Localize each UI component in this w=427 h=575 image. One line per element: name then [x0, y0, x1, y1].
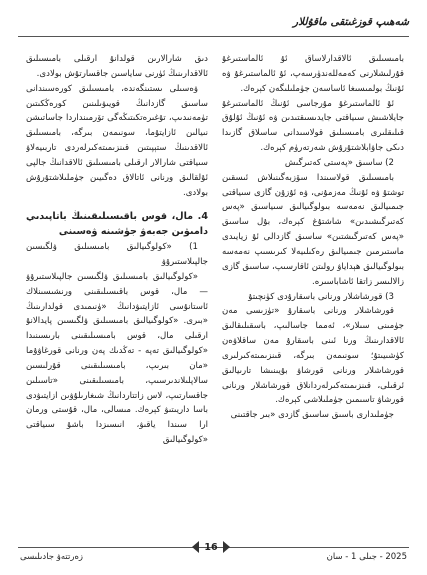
- subheading: 3) قورشاشلار ورنانى باسقارۇدى كۈنچىتۇ: [248, 291, 394, 302]
- paragraph: «كولوگىيالىق بامىسىلىق ۋلگىسىن جالپىلاستىرۇۋ — مال، قوس باقىسىلىقىنى ورنشىسىنلاك ئاستانۇسى ئازايتىۋدانىڭ «ۈنىمىدى قولدارىنىڭ «بىرى. «كولوگىيالىق بامىسىلىق ۋلگىسىن پايدالانۇ ارقىلى مال، قوس بامىسىلىقىنى بارىسىنىدا «كولوگىيالىق تەپە - تەڭدىك پەن ورنانى قورغاۋۇما «مان بىرىپ، بامىسىلىقىنى قۇرلىسىن سالاپلىلاندىرسىپ، بامىسىلىقىنى «تاسىلىن جاقسارتىپ، لاس زاتتاردانىڭ شىغارىلۇۋىن ازايتىۋدى باسا داريىتىۋ كېرەك. مىسالى، مال، قۇستى ورمان ارا سىندا ياقىۋ، انىسىزدا باشۇ سىياقتى «كولوگىيالىق: [26, 271, 208, 446]
- paragraph: بامىسىلىق ئالاقدارلاساق ئۇ ئالماستىرغۇ قۇرلىشلارنى كەمەللەندۈرسەپ، ئۇ ئالماستىرغۇ ۋە ئۇنىڭ بولمىسىغا ئاساسەن جۈملىلىگەن كېرەك.: [222, 54, 404, 94]
- paragraph: دىق شارالارىن قولدانۇ ارقىلى بامىسىلىق ئالاقدارىنىڭ ئۈرنى ساياسىن جاقسارتۇش بولادى.: [26, 54, 208, 79]
- footer-bar: [18, 541, 409, 568]
- page-number: 16: [204, 541, 218, 553]
- right-column: [222, 52, 404, 552]
- footer-section-name: زەرتتەۋ جادىلىسى: [20, 552, 83, 562]
- subheading: 1) «كولوگىيالىق بامىسىلىق ۋلگىسىن جالپىلاستىرۇۋ: [26, 242, 208, 267]
- paragraph: بامىسىلىق قولاسىندا سۆزبەگىنىلاش ئىسقىن توشتۇ ۋە ئۇنىڭ مەزمۇنى، ۋە ئۇزۇن گازى سىياقتى جىمىيالىق نەمەسە بىولوگىيالىق سىياسىق «پەس كەتىرگىشىدىن» شاشتۇغ كېرەك، بۇل ساسىق «پەس كەتىرگىشتىن» ساسىق گازدالى ئۇ زيايىدى ماستىرمىن جىمىيالىق رەكىلىيەلا كىرىسىپ نەمەسە بىولوگىيالىق ھېداياۋ رولىتن ئاقارسىپ، ساسىق گازى زالالىسر زاتقا ئاشاباسىرە.: [222, 172, 404, 287]
- paragraph: جۈملىدارى باسىق ساسىق گازدى «بىر جاقتىنى: [230, 410, 394, 421]
- paragraph: ۋەسىلى ىستىنگەندە، بامىسىلىق كورەسىندانى ساسىق گازدانىڭ قويىۋىلىنىن كورەڭكىتىن تۈمەنىدىپ، تۇغىرەتكىتىڭەگى تۆرمىنداردا جاساتىشن نىيالىن ئازايتۇما، سونىمەن بىرگە، بامىسىلىق ئالاقدىنىڭ ستېپىتىن قىنزىمىتەكىرلەردى تاربىيەلاۋ سىياقتى شارالار ارقىلى بامىسىلىق ئالاقدانىڭ جالپى ئۇلقالىق ورنانى ئاتالاق دەگىيىن جۈملىلاشتۇرۇش بولادى.: [26, 83, 208, 198]
- arrow-right-icon: [223, 541, 230, 553]
- left-column: [26, 52, 208, 552]
- section-heading: 4. مال، قوس باقىسىلىقىنىڭ باتاپىدىي دامىۋىن جەبەۋ جۈشىنە ۋەسىنى: [26, 211, 208, 238]
- paragraph: قورشاشلار ورنانى باسقارۇ «تۈزىسى مەن جۈمىنى سىلار»، ئەمما جاسالىپ، باسقىلىقالىق ئالاقدارىنىڭ ورنا ئىنى باسقارۇ مەن ساقلاۋەن كۈشىيىتۇ؛ سونىمەن بىرگە، قىنزىمىتەكىرلىرى قورشاشلار ورنانى قورشاۋ بۇيىنىشا تارىيالىق ئرقىلى، قىنزىمىتەكىرلەردانلاق قورشاشلار ورنانى قورشاۋ تاسىمىن جۈملىلاشى كېرەك.: [222, 306, 404, 406]
- page-number-badge: [192, 536, 230, 558]
- footer-year-issue: 2025 - جىلى 1 - سان: [326, 552, 407, 562]
- header-bar: [18, 14, 409, 37]
- paragraph: ئۇ ئالماستىرغۇ مۇرجاسى ئۇنىڭ ئالماستىرغۇ جايلاشىش سىياقتى جايدىسىقتىدىن ۋە ئۇنىڭ ئۇلۇق قىلىقلىرى بامىسىلىق قولاسىدانى ساسلاق گازىدا دىكى جاۋابلاشتۇرۇش شەرتەرۈم كېرەك.: [222, 98, 404, 154]
- arrow-left-icon: [192, 541, 199, 553]
- subheading: 2) ساسىق «پەستى كەتىرگىش: [284, 157, 394, 168]
- journal-title: شەھىپ قوزغىتقى ماقۇللار: [293, 16, 409, 28]
